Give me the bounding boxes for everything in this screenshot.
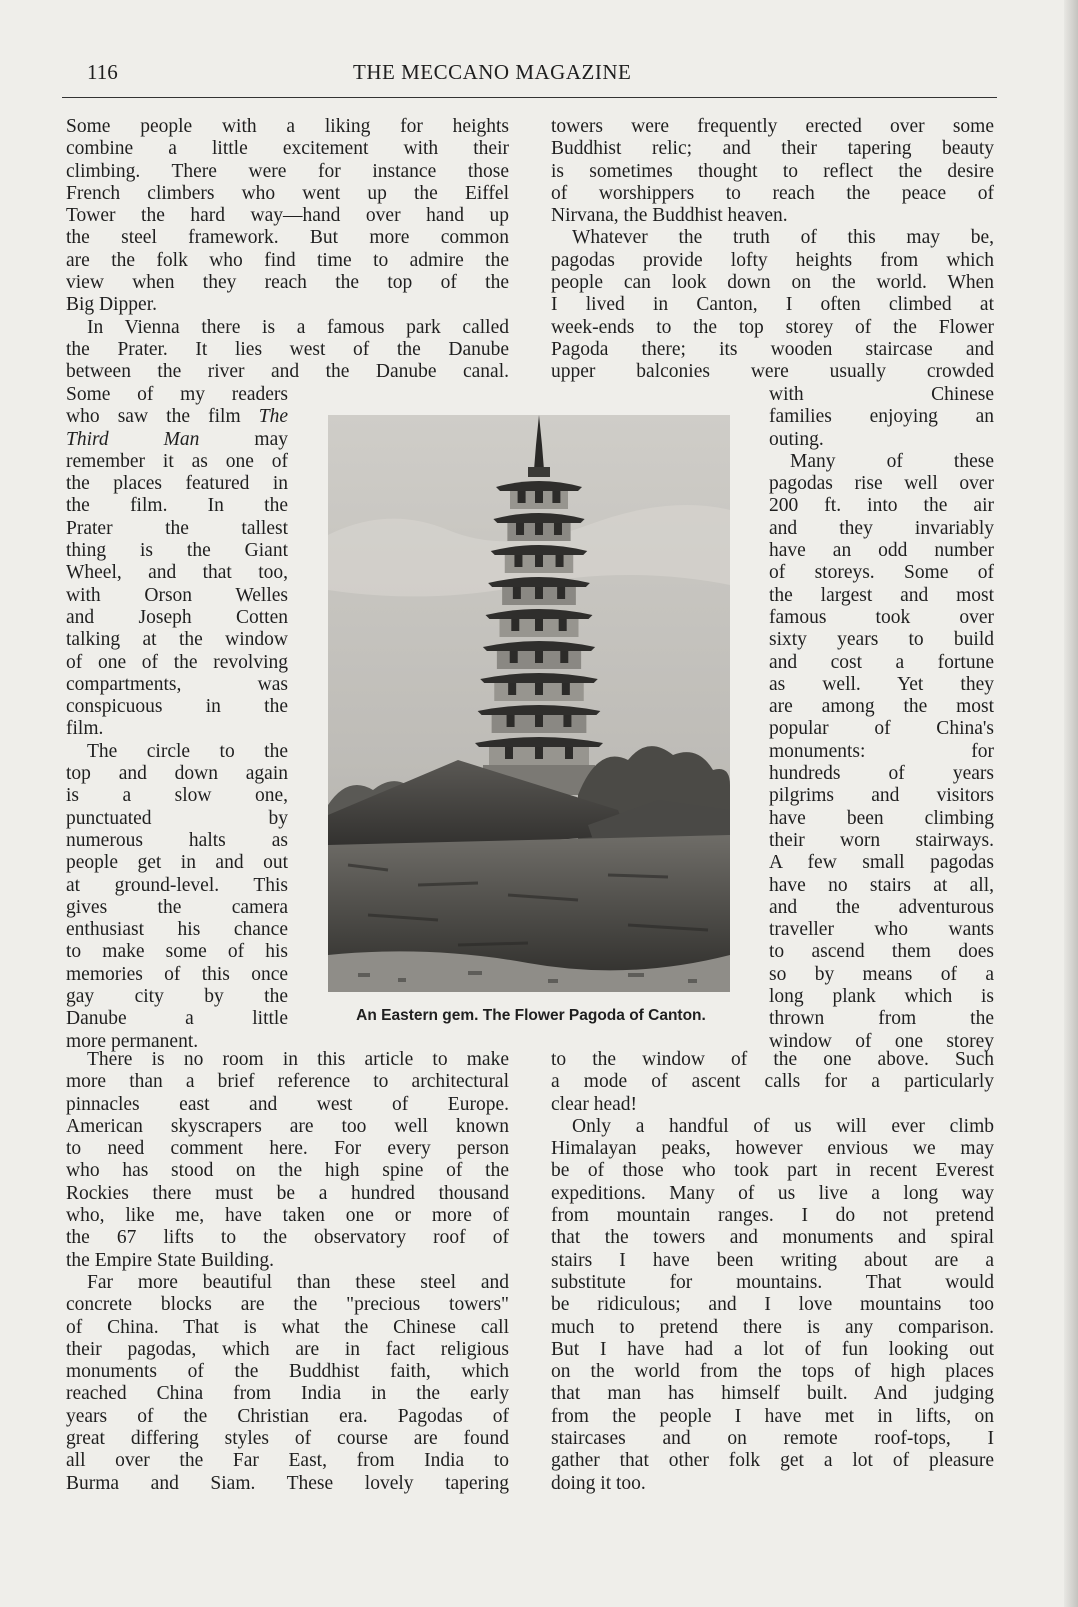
text-line: a mode of ascent calls for a particularly xyxy=(551,1071,994,1093)
text-line: week-ends to the top storey of the Flower xyxy=(551,316,994,338)
text-line: monuments of the Buddhist faith, which xyxy=(66,1361,509,1383)
text-line: concrete blocks are the "precious towers" xyxy=(66,1294,509,1316)
text-line: of worshippers to reach the peace of xyxy=(551,182,994,204)
text-line: Only a handful of us will ever climb xyxy=(572,1115,994,1137)
pagoda-window xyxy=(516,523,524,535)
text-line: have no stairs at all, xyxy=(769,874,994,896)
film-title-part: Third Man xyxy=(66,428,200,450)
pagoda-window xyxy=(535,683,543,695)
pagoda-window xyxy=(513,587,521,599)
text-line: and they invariably xyxy=(769,517,994,539)
text-line: and cost a fortune xyxy=(769,651,994,673)
pagoda-window xyxy=(505,747,513,759)
text-line: long plank which is xyxy=(769,986,994,1008)
text-line: gives the camera xyxy=(66,896,288,918)
text-line: talking at the window xyxy=(66,629,288,651)
pagoda-window xyxy=(559,619,567,631)
text-line: thing is the Giant xyxy=(66,540,288,562)
text-line: are the folk who find time to admire the xyxy=(66,249,509,271)
text-line xyxy=(66,429,288,451)
pagoda-photo xyxy=(328,415,730,992)
text-line: pagodas provide lofty heights from which xyxy=(551,249,994,271)
text-line: reached China from India in the early xyxy=(66,1383,509,1405)
text-line: Prater the tallest xyxy=(66,517,288,539)
pagoda-window xyxy=(535,555,543,567)
text-line: numerous halts as xyxy=(66,829,288,851)
text-line: Buddhist relic; and their tapering beauty xyxy=(551,138,994,160)
text-line: more than a brief reference to architectural xyxy=(66,1071,509,1093)
text-line: to the window of the one above. Such xyxy=(551,1049,994,1070)
text-line: thrown from the xyxy=(769,1008,994,1030)
text-line: punctuated by xyxy=(66,807,288,829)
text-line: the places featured in xyxy=(66,473,288,495)
text-line: top and down again xyxy=(66,763,288,785)
pagoda-window xyxy=(535,619,543,631)
text-line xyxy=(66,406,288,428)
text-line: the Prater. It lies west of the Danube xyxy=(66,338,509,360)
text-line: combine a little excitement with their xyxy=(66,138,509,160)
text-line: American skyscrapers are too well known xyxy=(66,1115,509,1137)
pagoda-window xyxy=(535,747,543,759)
text-line: window of one storey xyxy=(769,1030,994,1052)
text-line: more permanent. xyxy=(66,1030,199,1052)
text-line: A few small pagodas xyxy=(769,852,994,874)
pagoda-window xyxy=(557,587,565,599)
text-line: doing it too. xyxy=(551,1472,646,1494)
text-line: the Empire State Building. xyxy=(66,1249,274,1271)
pagoda-window xyxy=(563,715,571,727)
header-rule xyxy=(62,97,997,98)
text-line: pilgrims and visitors xyxy=(769,785,994,807)
text-line: expeditions. Many of us live a long way xyxy=(551,1182,994,1204)
text-line: Himalayan peaks, however envious we may xyxy=(551,1138,994,1160)
col2-narrow-text xyxy=(769,384,994,1053)
text-line: pinnacles east and west of Europe. xyxy=(66,1093,509,1115)
text-line: clear head! xyxy=(551,1093,638,1115)
text-line: between the river and the Danube canal. xyxy=(66,361,509,383)
text-line: with Chinese xyxy=(769,384,994,405)
text-line: The circle to the xyxy=(87,740,288,762)
text-line: to need comment here. For every person xyxy=(66,1138,509,1160)
text-line: is sometimes thought to reflect the desire xyxy=(551,160,994,182)
text-line: famous took over xyxy=(769,606,994,628)
text-line: outing. xyxy=(769,428,824,450)
pagoda-window xyxy=(552,491,560,503)
text-line: of one of the revolving xyxy=(66,651,288,673)
text-line: years of the Christian era. Pagodas of xyxy=(66,1405,509,1427)
text-line: be of those who took part in recent Everest xyxy=(551,1160,994,1182)
text-line: Danube a little xyxy=(66,1008,288,1030)
text-line: climbing. There were for instance those xyxy=(66,160,509,182)
page-number: 116 xyxy=(87,60,118,84)
pagoda-window xyxy=(535,651,543,663)
text-line: traveller who wants xyxy=(769,919,994,941)
text-line: their pagodas, which are in fact religious xyxy=(66,1338,509,1360)
text-line: that man has himself built. And judging xyxy=(551,1383,994,1405)
text-line: and the adventurous xyxy=(769,896,994,918)
text-line: who, like me, have taken one or more of xyxy=(66,1205,509,1227)
text-line: Burma and Siam. These lovely tapering xyxy=(66,1472,509,1494)
film-title-part: The xyxy=(258,406,288,428)
pagoda-window xyxy=(556,555,564,567)
text-line: the steel framework. But more common xyxy=(66,227,509,249)
text-line: French climbers who went up the Eiffel xyxy=(66,182,509,204)
text-line: upper balconies were usually crowded xyxy=(551,361,994,383)
pagoda-window xyxy=(535,587,543,599)
text-line: Some people with a liking for heights xyxy=(66,116,509,137)
text-line: great differing styles of course are found xyxy=(66,1428,509,1450)
text-line: people get in and out xyxy=(66,852,288,874)
text-line: the largest and most xyxy=(769,584,994,606)
text-line: Whatever the truth of this may be, xyxy=(572,227,994,249)
text-line: from mountain ranges. I do not pretend xyxy=(551,1205,994,1227)
running-header: THE MECCANO MAGAZINE xyxy=(353,60,632,84)
text-line: to ascend them does xyxy=(769,941,994,963)
pagoda-window xyxy=(565,747,573,759)
text-line: enthusiast his chance xyxy=(66,919,288,941)
text-line: conspicuous in the xyxy=(66,696,288,718)
text-line: have been climbing xyxy=(769,807,994,829)
text-line: much to pretend there is any comparison. xyxy=(551,1316,994,1338)
text-line: hundreds of years xyxy=(769,763,994,785)
text-line: popular of China's xyxy=(769,718,994,740)
text-line: from the people I have met in lifts, on xyxy=(551,1405,994,1427)
text-line: substitute for mountains. That would xyxy=(551,1271,994,1293)
text-line: But I have had a lot of fun looking out xyxy=(551,1338,994,1360)
text-line: their worn stairways. xyxy=(769,829,994,851)
text-line: of storeys. Some of xyxy=(769,562,994,584)
text-line: I lived in Canton, I often climbed at xyxy=(551,294,994,316)
text-line: at ground-level. This xyxy=(66,874,288,896)
text-line: Wheel, and that too, xyxy=(66,562,288,584)
text-line: gay city by the xyxy=(66,986,288,1008)
pagoda-window xyxy=(535,715,543,727)
text-line: is a slow one, xyxy=(66,785,288,807)
text-line: Tower the hard way—hand over hand up xyxy=(66,205,509,227)
text-line: of China. That is what the Chinese call xyxy=(66,1316,509,1338)
pagoda-window xyxy=(562,683,570,695)
text-line: to make some of his xyxy=(66,941,288,963)
text-line: stairs I have been writing about are a xyxy=(551,1249,994,1271)
page-edge-shadow xyxy=(1064,0,1078,1607)
text-line: In Vienna there is a famous park called xyxy=(87,316,509,338)
text-line: Pagoda there; its wooden staircase and xyxy=(551,338,994,360)
pagoda-window xyxy=(554,523,562,535)
text-line: There is no room in this article to make xyxy=(87,1049,509,1070)
pagoda-window xyxy=(535,523,543,535)
photo-caption: An Eastern gem. The Flower Pagoda of Canton. xyxy=(356,1007,706,1024)
col1-narrow-text xyxy=(66,384,288,1053)
text-line: be ridiculous; and I love mountains too xyxy=(551,1294,994,1316)
pagoda-window xyxy=(508,683,516,695)
text-line: Many of these xyxy=(790,450,994,472)
text-line: compartments, was xyxy=(66,673,288,695)
pagoda-window xyxy=(514,555,522,567)
text-line: view when they reach the top of the xyxy=(66,272,509,294)
col2-bottom-text xyxy=(551,1049,994,1495)
pagoda-finial-base xyxy=(528,467,550,477)
text-line: so by means of a xyxy=(769,963,994,985)
text-line: are among the most xyxy=(769,696,994,718)
pagoda-window xyxy=(511,619,519,631)
col2-top-text xyxy=(551,116,994,384)
text-line: Far more beautiful than these steel and xyxy=(87,1271,509,1293)
text-line: who has stood on the high spine of the xyxy=(66,1160,509,1182)
text-line: as well. Yet they xyxy=(769,673,994,695)
text-line: the film. In the xyxy=(66,495,288,517)
text-line: film. xyxy=(66,718,104,740)
text-line: Some of my readers xyxy=(66,384,288,405)
text-line: towers were frequently erected over some xyxy=(551,116,994,137)
col1-top-text xyxy=(66,116,509,384)
text-line: Rockies there must be a hundred thousand xyxy=(66,1182,509,1204)
text-line: families enjoying an xyxy=(769,406,994,428)
text-line: gather that other folk get a lot of pleasure xyxy=(551,1450,994,1472)
text-line: have an odd number xyxy=(769,540,994,562)
text-line: monuments: for xyxy=(769,740,994,762)
text-line: staircases and on remote roof-tops, I xyxy=(551,1428,994,1450)
pagoda-window xyxy=(535,491,543,503)
text-line: Nirvana, the Buddhist heaven. xyxy=(551,205,788,227)
text-line: the 67 lifts to the observatory roof of xyxy=(66,1227,509,1249)
text-line: on the world from the tops of high places xyxy=(551,1361,994,1383)
text-line: sixty years to build xyxy=(769,629,994,651)
text-line: remember it as one of xyxy=(66,450,288,472)
text-line: 200 ft. into the air xyxy=(769,495,994,517)
text-line: Big Dipper. xyxy=(66,294,157,316)
text-line: people can look down on the world. When xyxy=(551,272,994,294)
pagoda-window xyxy=(510,651,518,663)
pagoda-window xyxy=(518,491,526,503)
text-line: pagodas rise well over xyxy=(769,473,994,495)
pagoda-window xyxy=(560,651,568,663)
text-line: that the towers and monuments and spiral xyxy=(551,1227,994,1249)
pagoda-window xyxy=(507,715,515,727)
text-line: with Orson Welles xyxy=(66,584,288,606)
text-fragment: who saw the film xyxy=(66,406,259,428)
text-line: memories of this once xyxy=(66,963,288,985)
pagoda-illustration xyxy=(328,415,730,992)
text-line: and Joseph Cotten xyxy=(66,606,288,628)
text-fragment: may xyxy=(199,428,289,450)
col1-bottom-text xyxy=(66,1049,509,1495)
text-line: all over the Far East, from India to xyxy=(66,1450,509,1472)
